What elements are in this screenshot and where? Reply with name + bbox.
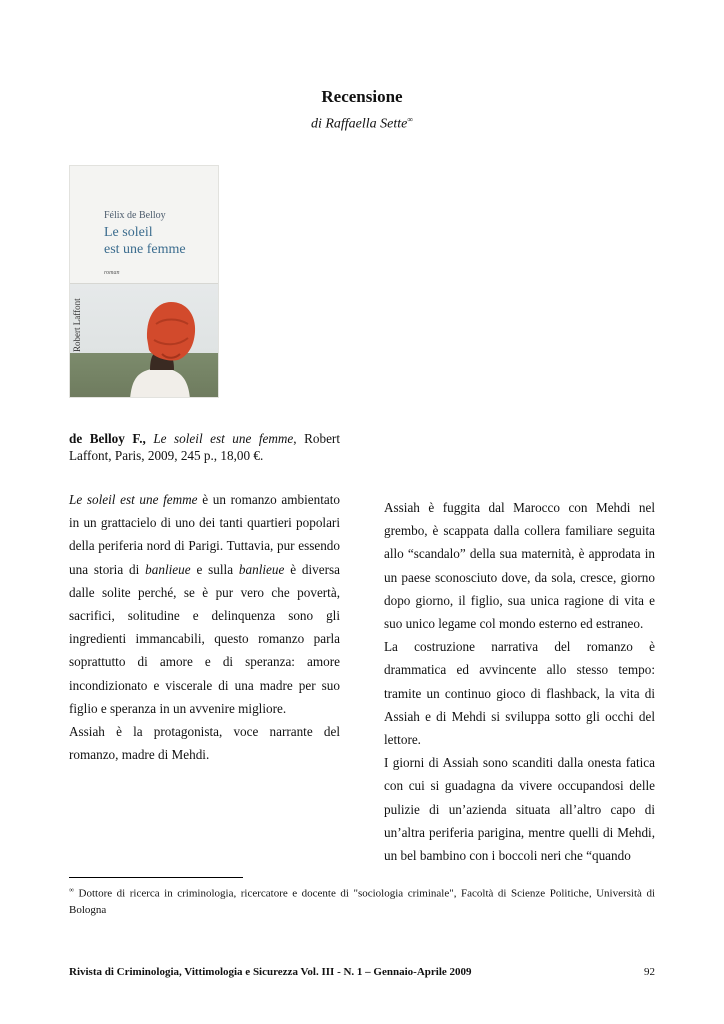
paragraph: La costruzione narrativa del romanzo è drammatica ed avvincente allo stesso tempo: tramite un continuo gioco di flashback, la vita di Assiah e di Mehdi si sviluppa sotto gli occhi del lettore. <box>384 639 655 748</box>
journal-footer: Rivista di Criminologia, Vittimologia e Sicurezza Vol. III - N. 1 – Gennaio-Aprile 2009 <box>69 966 472 978</box>
cover-publisher: Robert Laffont <box>72 298 82 352</box>
cover-author: Félix de Belloy <box>104 210 166 221</box>
paragraph <box>69 488 340 720</box>
cover-title-line1: Le soleil <box>104 225 153 240</box>
footnote-marker: ∞ <box>407 115 414 124</box>
text-span: e sulla <box>190 561 239 577</box>
footnote <box>69 882 655 918</box>
footnote-mark: ∞ <box>69 886 74 894</box>
text-span: è diversa dalle solite perché, se è pur vero che povertà, sacrifici, solitudine e delinquenza sono gli ingredienti immancabili, questo romanzo parla soprattutto di amore e di speranza: amore incondizionato e viscerale di una madre per suo figlio e speranza in un avvenire migliore. <box>69 561 340 716</box>
right-column <box>384 496 655 867</box>
woman-with-red-headscarf-illustration <box>70 284 219 398</box>
left-column <box>69 488 340 766</box>
text-span: è un romanzo ambientato in un grattacielo di uno dei tanti quartieri popolari della periferia nord di Parigi. Tuttavia, pur essendo una storia di <box>69 492 340 577</box>
footnote-divider <box>69 877 243 878</box>
emphasis: banlieue <box>145 561 191 577</box>
emphasis: banlieue <box>238 561 285 577</box>
reference-title: Le soleil est une femme <box>153 431 294 446</box>
inline-book-title: Le soleil est une femme <box>69 492 198 507</box>
book-reference <box>69 430 340 464</box>
cover-landscape <box>70 284 219 398</box>
paragraph: I giorni di Assiah sono scanditi dalla onesta fatica con cui si guadagna da vivere occupandosi delle pulizie di un’azienda situata all’altro capo di un’altra periferia parigina, mentre quelli di Mehdi, un bel bambino con i boccoli neri che “quando <box>384 755 655 864</box>
page-title: Recensione <box>321 87 403 106</box>
review-author <box>0 115 724 133</box>
cover-title <box>104 224 186 258</box>
cover-title-line2: est une femme <box>104 242 186 257</box>
reference-author: de Belloy F., <box>69 431 146 446</box>
cover-genre: roman <box>104 270 120 276</box>
author-name: di Raffaella Sette <box>310 116 408 132</box>
reference-details: , Robert Laffont, Paris, 2009, 245 p., 18,00 €. <box>69 431 340 463</box>
page-number: 92 <box>644 966 655 978</box>
book-cover-image <box>69 165 219 398</box>
footnote-text: Dottore di ricerca in criminologia, ricercatore e docente di "sociologia criminale", Facoltà di Scienze Politiche, Università di Bologna <box>69 887 655 916</box>
paragraph: Assiah è fuggita dal Marocco con Mehdi nel grembo, è scappata dalla collera familiare seguita allo “scandalo” della sua maternità, è approdata in un paese sconosciuto dove, da sola, cresce, giorno dopo giorno, il figlio, sua unica ragione di vita e suo unico legame col mondo esterno ed estraneo. <box>384 500 655 632</box>
paragraph: Assiah è la protagonista, voce narrante del romanzo, madre di Mehdi. <box>69 724 340 763</box>
